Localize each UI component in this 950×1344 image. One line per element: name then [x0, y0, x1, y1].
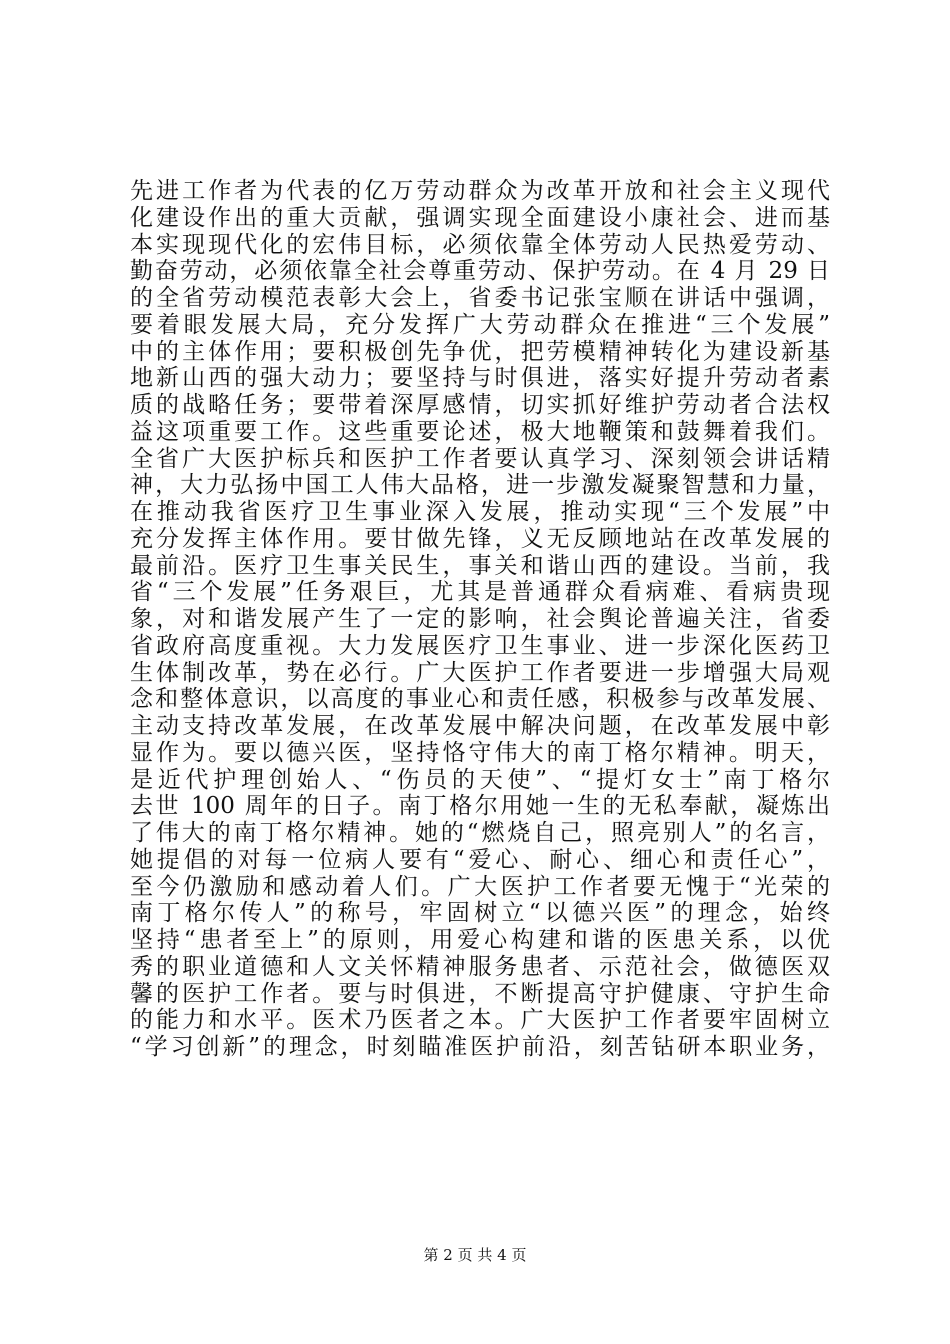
text-line: “学习创新”的理念，时刻瞄准医护前沿，刻苦钻研本职业务，	[130, 1034, 830, 1060]
text-line: 最前沿。医疗卫生事关民生，事关和谐山西的建设。当前，我	[130, 552, 830, 579]
text-line: 化建设作出的重大贡献，强调实现全面建设小康社会、进而基	[130, 204, 830, 231]
text-line: 主动支持改革发展，在改革发展中解决问题，在改革发展中彰	[130, 713, 830, 739]
text-line: 本实现现代化的宏伟目标，必须依靠全体劳动人民热爱劳动、	[130, 231, 830, 258]
text-line: 是近代护理创始人、“伤员的天使”、“提灯女士”南丁格尔	[130, 766, 830, 793]
text-line: 中的主体作用；要积极创先争优，把劳模精神转化为建设新基	[130, 338, 830, 365]
body-text	[130, 178, 830, 1061]
text-line: 勤奋劳动，必须依靠全社会尊重劳动、保护劳动。在 4 月 29 日	[130, 258, 830, 285]
text-line: 生体制改革，势在必行。广大医护工作者要进一步增强大局观	[130, 659, 830, 686]
text-line: 地新山西的强大动力；要坚持与时俱进，落实好提升劳动者素	[130, 365, 830, 392]
text-line: 要着眼发展大局，充分发挥广大劳动群众在推进“三个发展”	[130, 311, 830, 338]
text-line: 全省广大医护标兵和医护工作者要认真学习、深刻领会讲话精	[130, 445, 830, 472]
text-line: 了伟大的南丁格尔精神。她的“燃烧自己，照亮别人”的名言，	[130, 820, 830, 846]
text-line: 在推动我省医疗卫生事业深入发展，推动实现“三个发展”中	[130, 499, 830, 525]
text-line: 馨的医护工作者。要与时俱进，不断提高守护健康、守护生命	[130, 980, 830, 1007]
text-line: 坚持“患者至上”的原则，用爱心构建和谐的医患关系，以优	[130, 927, 830, 953]
text-line: 象，对和谐发展产生了一定的影响，社会舆论普遍关注，省委	[130, 606, 830, 632]
text-line: 至今仍激励和感动着人们。广大医护工作者要无愧于“光荣的	[130, 873, 830, 900]
text-line: 神，大力弘扬中国工人伟大品格，进一步激发凝聚智慧和力量，	[130, 472, 830, 499]
text-line: 秀的职业道德和人文关怀精神服务患者、示范社会，做德医双	[130, 953, 830, 980]
text-line: 益这项重要工作。这些重要论述，极大地鞭策和鼓舞着我们。	[130, 418, 830, 445]
text-line: 的能力和水平。医术乃医者之本。广大医护工作者要牢固树立	[130, 1007, 830, 1034]
text-line: 她提倡的对每一位病人要有“爱心、耐心、细心和责任心”，	[130, 846, 830, 873]
text-line: 的全省劳动模范表彰大会上，省委书记张宝顺在讲话中强调，	[130, 285, 830, 311]
text-line: 质的战略任务；要带着深厚感情，切实抓好维护劳动者合法权	[130, 392, 830, 418]
text-line: 南丁格尔传人”的称号，牢固树立“以德兴医”的理念，始终	[130, 900, 830, 927]
text-line: 充分发挥主体作用。要甘做先锋，义无反顾地站在改革发展的	[130, 525, 830, 552]
text-line: 省政府高度重视。大力发展医疗卫生事业、进一步深化医药卫	[130, 632, 830, 659]
page-footer: 第 2 页 共 4 页	[423, 1246, 527, 1264]
text-line: 念和整体意识，以高度的事业心和责任感，积极参与改革发展、	[130, 686, 830, 713]
text-line: 先进工作者为代表的亿万劳动群众为改革开放和社会主义现代	[130, 178, 830, 204]
text-line: 去世 100 周年的日子。南丁格尔用她一生的无私奉献，凝炼出	[130, 793, 830, 820]
text-line: 显作为。要以德兴医，坚持恪守伟大的南丁格尔精神。明天，	[130, 739, 830, 766]
text-line: 省“三个发展”任务艰巨，尤其是普通群众看病难、看病贵现	[130, 579, 830, 606]
